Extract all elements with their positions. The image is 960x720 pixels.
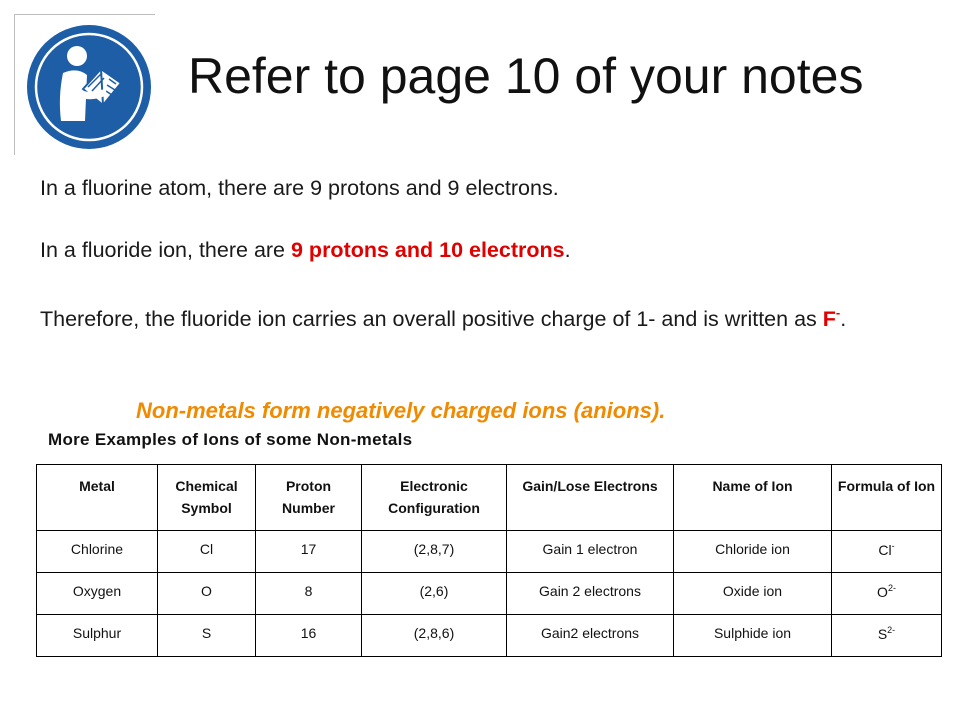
cell-proton: 8: [256, 573, 362, 615]
formula-charge: -: [891, 541, 895, 551]
logo-frame: [14, 14, 155, 155]
header-electronic-configuration: Electronic Configuration: [362, 465, 507, 531]
p3-end: .: [840, 307, 847, 331]
page-title: Refer to page 10 of your notes: [188, 48, 864, 104]
paragraph-fluoride-ion: [40, 236, 900, 265]
table-caption: More Examples of Ions of some Non-metals: [48, 430, 413, 449]
cell-formula: [832, 615, 942, 657]
formula-symbol: S: [877, 626, 888, 642]
fluoride-charge: -: [835, 305, 841, 320]
table-row: [37, 573, 942, 615]
p3-text: Therefore, the fluoride ion carries an overall positive charge of 1- and is written as: [40, 307, 823, 331]
cell-ion-name: Chloride ion: [674, 531, 832, 573]
cell-ion-name: Oxide ion: [674, 573, 832, 615]
table-header-row: [37, 465, 942, 531]
cell-config: (2,8,7): [362, 531, 507, 573]
p2-suffix: .: [564, 238, 571, 262]
cell-proton: 17: [256, 531, 362, 573]
header-metal: Metal: [37, 465, 158, 531]
cell-proton: 16: [256, 615, 362, 657]
cell-gain: Gain 1 electron: [507, 531, 674, 573]
read-notes-icon: [25, 23, 153, 151]
cell-metal: Oxygen: [37, 573, 158, 615]
cell-formula: [832, 531, 942, 573]
header-formula-of-ion: Formula of Ion: [832, 465, 942, 531]
cell-ion-name: Sulphide ion: [674, 615, 832, 657]
p2-prefix: In a fluoride ion, there are: [40, 238, 291, 262]
cell-metal: Sulphur: [37, 615, 158, 657]
cell-config: (2,6): [362, 573, 507, 615]
anions-statement: Non-metals form negatively charged ions (anions).: [136, 398, 666, 423]
ions-table: [36, 464, 942, 657]
p2-highlight: 9 protons and 10 electrons: [291, 238, 565, 262]
header-gain-lose-electrons: Gain/Lose Electrons: [507, 465, 674, 531]
formula-symbol: O: [877, 584, 888, 600]
cell-symbol: O: [158, 573, 256, 615]
cell-metal: Chlorine: [37, 531, 158, 573]
cell-formula: [832, 573, 942, 615]
formula-charge: 2-: [887, 625, 896, 635]
cell-gain: Gain 2 electrons: [507, 573, 674, 615]
paragraph-fluorine-atom: In a fluorine atom, there are 9 protons and 9 electrons.: [40, 176, 559, 200]
header-chemical-symbol: Chemical Symbol: [158, 465, 256, 531]
formula-symbol: Cl: [878, 542, 892, 558]
table-row: [37, 615, 942, 657]
cell-config: (2,8,6): [362, 615, 507, 657]
paragraph-charge: [40, 298, 900, 334]
cell-symbol: S: [158, 615, 256, 657]
header-name-of-ion: Name of Ion: [674, 465, 832, 531]
cell-gain: Gain2 electrons: [507, 615, 674, 657]
cell-symbol: Cl: [158, 531, 256, 573]
fluoride-symbol: F: [822, 307, 836, 331]
header-proton-number: Proton Number: [256, 465, 362, 531]
formula-charge: 2-: [887, 583, 896, 593]
table-row: [37, 531, 942, 573]
